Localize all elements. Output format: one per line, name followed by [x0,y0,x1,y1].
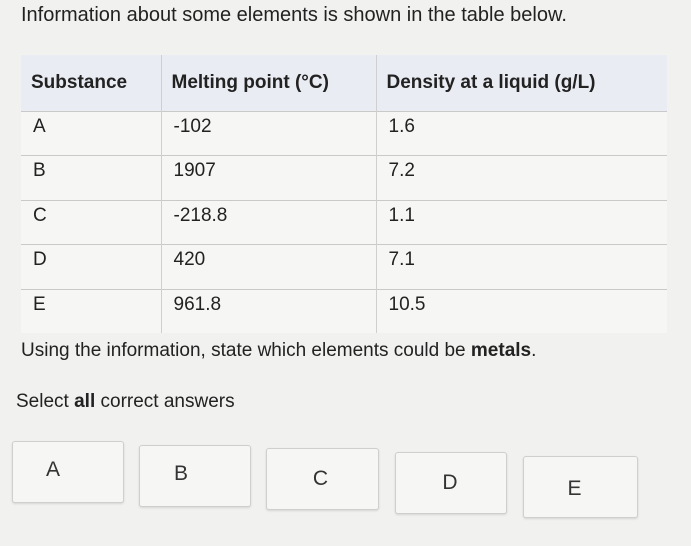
cell-substance: C [21,200,161,244]
answer-option-label: E [567,477,582,500]
instruction-text [16,391,235,413]
table-row [21,245,667,289]
cell-melting-point: 961.8 [161,289,376,333]
elements-table-container [21,55,667,333]
elements-table [21,55,667,333]
answer-option-b[interactable] [139,445,251,507]
question-emphasis: metals [470,340,532,361]
table-row [21,156,667,200]
instruction-prefix: Select [16,391,75,412]
answer-option-label: A [45,458,60,481]
answer-option-label: C [312,467,329,490]
table-row [21,112,667,156]
cell-substance: D [21,245,161,289]
cell-density: 10.5 [376,289,667,333]
instruction-emphasis: all [74,391,96,412]
cell-substance: B [21,156,161,200]
cell-density: 7.1 [376,245,667,289]
answer-option-label: B [173,462,188,485]
cell-density: 7.2 [376,156,667,200]
answer-option-label: D [442,471,458,494]
question-suffix: . [531,340,537,361]
answer-option-a[interactable] [12,441,124,503]
answer-option-d[interactable] [395,452,507,514]
table-row [21,289,667,333]
cell-melting-point: -218.8 [161,200,376,244]
cell-density: 1.1 [376,200,667,244]
header-substance: Substance [21,55,161,112]
question-text [21,340,536,362]
table-header-row [21,55,667,112]
cell-melting-point: 1907 [161,156,376,200]
cell-substance: E [21,289,161,333]
cell-melting-point: -102 [161,112,376,156]
header-density: Density at a liquid (g/L) [376,55,667,112]
table-row [21,200,667,244]
cell-substance: A [21,112,161,156]
cell-melting-point: 420 [161,245,376,289]
answer-option-c[interactable] [266,448,379,510]
question-prefix: Using the information, state which elements could be [21,340,471,361]
instruction-suffix: correct answers [95,391,235,412]
header-melting-point: Melting point (°C) [161,55,376,112]
cell-density: 1.6 [376,112,667,156]
intro-text: Information about some elements is shown in the table below. [21,4,567,26]
answer-option-e[interactable] [523,456,638,518]
